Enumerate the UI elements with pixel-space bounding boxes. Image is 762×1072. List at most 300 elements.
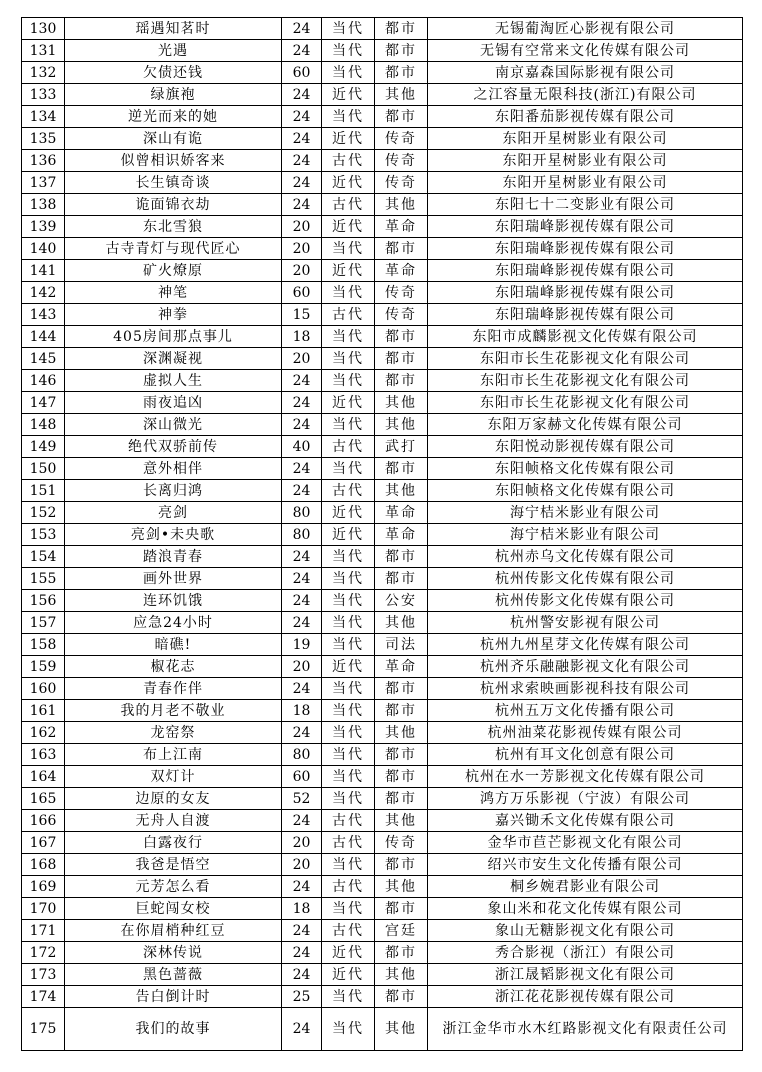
episode-count: 20 [282,260,322,282]
genre-tag: 都市 [375,986,428,1008]
genre-tag: 都市 [375,40,428,62]
genre-tag: 都市 [375,238,428,260]
drama-title: 深渊凝视 [65,348,282,370]
production-company: 东阳开星树影业有限公司 [428,150,743,172]
drama-title: 逆光而来的她 [65,106,282,128]
genre-tag: 都市 [375,898,428,920]
production-company: 杭州齐乐融融影视文化有限公司 [428,656,743,678]
production-company: 杭州传影文化传媒有限公司 [428,568,743,590]
production-company: 浙江晟韬影视文化有限公司 [428,964,743,986]
table-row [22,612,743,634]
table-row [22,458,743,480]
episode-count: 80 [282,524,322,546]
era-tag: 当代 [322,700,375,722]
row-number: 161 [22,700,65,722]
genre-tag: 传奇 [375,304,428,326]
row-number: 137 [22,172,65,194]
production-company: 杭州五万文化传播有限公司 [428,700,743,722]
genre-tag: 传奇 [375,150,428,172]
table-row [22,898,743,920]
era-tag: 古代 [322,194,375,216]
drama-title: 似曾相识娇客来 [65,150,282,172]
row-number: 165 [22,788,65,810]
drama-title: 踏浪青春 [65,546,282,568]
production-company: 东阳帧格文化传媒有限公司 [428,480,743,502]
episode-count: 20 [282,656,322,678]
table-row [22,920,743,942]
era-tag: 当代 [322,18,375,40]
drama-title: 龙窑祭 [65,722,282,744]
drama-title: 布上江南 [65,744,282,766]
production-company: 东阳瑞峰影视传媒有限公司 [428,238,743,260]
drama-title: 深山有诡 [65,128,282,150]
drama-title: 我爸是悟空 [65,854,282,876]
row-number: 152 [22,502,65,524]
episode-count: 24 [282,876,322,898]
episode-count: 24 [282,546,322,568]
row-number: 142 [22,282,65,304]
production-company: 海宁桔米影业有限公司 [428,502,743,524]
episode-count: 24 [282,942,322,964]
drama-registry-table [21,17,743,1051]
drama-title: 古寺青灯与现代匠心 [65,238,282,260]
genre-tag: 革命 [375,524,428,546]
table-row [22,150,743,172]
episode-count: 24 [282,414,322,436]
episode-count: 80 [282,744,322,766]
episode-count: 24 [282,612,322,634]
genre-tag: 都市 [375,62,428,84]
era-tag: 当代 [322,62,375,84]
drama-title: 亮剑•未央歌 [65,524,282,546]
episode-count: 25 [282,986,322,1008]
genre-tag: 都市 [375,348,428,370]
table-row [22,590,743,612]
table-row [22,942,743,964]
production-company: 浙江金华市水木红路影视文化有限责任公司 [428,1008,743,1051]
row-number: 145 [22,348,65,370]
era-tag: 当代 [322,898,375,920]
genre-tag: 传奇 [375,128,428,150]
table-row [22,788,743,810]
production-company: 金华市苣芒影视文化有限公司 [428,832,743,854]
drama-title: 巨蛇闯女校 [65,898,282,920]
production-company: 东阳市长生花影视文化有限公司 [428,392,743,414]
genre-tag: 其他 [375,194,428,216]
table-row [22,84,743,106]
era-tag: 当代 [322,568,375,590]
production-company: 东阳番茄影视传媒有限公司 [428,106,743,128]
episode-count: 18 [282,700,322,722]
drama-title: 在你眉梢种红豆 [65,920,282,942]
drama-title: 瑶遇知茗时 [65,18,282,40]
row-number: 155 [22,568,65,590]
episode-count: 20 [282,348,322,370]
drama-title: 青春作伴 [65,678,282,700]
episode-count: 24 [282,810,322,832]
row-number: 169 [22,876,65,898]
era-tag: 当代 [322,678,375,700]
era-tag: 近代 [322,964,375,986]
episode-count: 19 [282,634,322,656]
drama-title: 绿旗袍 [65,84,282,106]
row-number: 175 [22,1008,65,1051]
drama-title: 诡面锦衣劫 [65,194,282,216]
genre-tag: 司法 [375,634,428,656]
genre-tag: 都市 [375,568,428,590]
row-number: 172 [22,942,65,964]
era-tag: 近代 [322,84,375,106]
table-row [22,172,743,194]
row-number: 163 [22,744,65,766]
production-company: 杭州有耳文化创意有限公司 [428,744,743,766]
genre-tag: 都市 [375,546,428,568]
row-number: 157 [22,612,65,634]
genre-tag: 都市 [375,788,428,810]
drama-title: 无舟人自渡 [65,810,282,832]
genre-tag: 其他 [375,1008,428,1051]
table-row [22,502,743,524]
era-tag: 古代 [322,436,375,458]
table-row [22,326,743,348]
era-tag: 古代 [322,920,375,942]
drama-title: 绝代双骄前传 [65,436,282,458]
drama-title: 深山微光 [65,414,282,436]
drama-title: 应急24小时 [65,612,282,634]
row-number: 158 [22,634,65,656]
genre-tag: 其他 [375,480,428,502]
production-company: 无锡有空常来文化传媒有限公司 [428,40,743,62]
episode-count: 24 [282,370,322,392]
table-row [22,414,743,436]
episode-count: 24 [282,106,322,128]
production-company: 东阳七十二变影业有限公司 [428,194,743,216]
table-row [22,18,743,40]
row-number: 160 [22,678,65,700]
row-number: 144 [22,326,65,348]
table-row [22,744,743,766]
era-tag: 近代 [322,392,375,414]
table-row [22,128,743,150]
drama-title: 长生镇奇谈 [65,172,282,194]
production-company: 鸿方万乐影视（宁波）有限公司 [428,788,743,810]
drama-title: 画外世界 [65,568,282,590]
table-row [22,348,743,370]
table-row [22,722,743,744]
episode-count: 24 [282,18,322,40]
genre-tag: 革命 [375,656,428,678]
production-company: 东阳悦动影视传媒有限公司 [428,436,743,458]
production-company: 东阳开星树影业有限公司 [428,172,743,194]
table-row [22,546,743,568]
row-number: 147 [22,392,65,414]
drama-title: 雨夜追凶 [65,392,282,414]
episode-count: 24 [282,40,322,62]
drama-title: 矿火燎原 [65,260,282,282]
era-tag: 当代 [322,106,375,128]
row-number: 138 [22,194,65,216]
table-row [22,986,743,1008]
episode-count: 24 [282,84,322,106]
episode-count: 24 [282,920,322,942]
era-tag: 当代 [322,766,375,788]
table-row [22,568,743,590]
era-tag: 古代 [322,810,375,832]
era-tag: 当代 [322,788,375,810]
genre-tag: 公安 [375,590,428,612]
row-number: 170 [22,898,65,920]
era-tag: 当代 [322,612,375,634]
genre-tag: 其他 [375,876,428,898]
genre-tag: 传奇 [375,282,428,304]
row-number: 167 [22,832,65,854]
era-tag: 古代 [322,150,375,172]
drama-title: 神拳 [65,304,282,326]
genre-tag: 都市 [375,744,428,766]
episode-count: 24 [282,392,322,414]
row-number: 166 [22,810,65,832]
episode-count: 24 [282,480,322,502]
episode-count: 20 [282,238,322,260]
drama-title: 元芳怎么看 [65,876,282,898]
era-tag: 当代 [322,722,375,744]
drama-title: 长离归鸿 [65,480,282,502]
table-row [22,62,743,84]
era-tag: 近代 [322,172,375,194]
episode-count: 24 [282,458,322,480]
genre-tag: 都市 [375,678,428,700]
production-company: 东阳开星树影业有限公司 [428,128,743,150]
episode-count: 24 [282,194,322,216]
genre-tag: 其他 [375,392,428,414]
genre-tag: 都市 [375,700,428,722]
drama-title: 虚拟人生 [65,370,282,392]
row-number: 131 [22,40,65,62]
production-company: 杭州在水一芳影视文化传媒有限公司 [428,766,743,788]
era-tag: 当代 [322,282,375,304]
row-number: 148 [22,414,65,436]
drama-title: 黑色蔷薇 [65,964,282,986]
production-company: 嘉兴锄禾文化传媒有限公司 [428,810,743,832]
era-tag: 古代 [322,876,375,898]
drama-title: 我的月老不敬业 [65,700,282,722]
era-tag: 近代 [322,216,375,238]
table-row [22,480,743,502]
era-tag: 当代 [322,414,375,436]
table-row [22,678,743,700]
production-company: 东阳市长生花影视文化有限公司 [428,370,743,392]
genre-tag: 其他 [375,810,428,832]
genre-tag: 传奇 [375,832,428,854]
episode-count: 24 [282,150,322,172]
row-number: 140 [22,238,65,260]
row-number: 159 [22,656,65,678]
era-tag: 当代 [322,634,375,656]
production-company: 杭州求索映画影视科技有限公司 [428,678,743,700]
episode-count: 52 [282,788,322,810]
production-company: 东阳市成麟影视文化传媒有限公司 [428,326,743,348]
genre-tag: 武打 [375,436,428,458]
episode-count: 60 [282,282,322,304]
row-number: 174 [22,986,65,1008]
row-number: 164 [22,766,65,788]
table-row [22,304,743,326]
row-number: 132 [22,62,65,84]
production-company: 东阳市长生花影视文化有限公司 [428,348,743,370]
production-company: 杭州九州星芽文化传媒有限公司 [428,634,743,656]
drama-title: 告白倒计时 [65,986,282,1008]
drama-title: 双灯计 [65,766,282,788]
episode-count: 24 [282,568,322,590]
row-number: 151 [22,480,65,502]
table-row [22,282,743,304]
production-company: 东阳万家赫文化传媒有限公司 [428,414,743,436]
episode-count: 40 [282,436,322,458]
drama-title: 欠债还钱 [65,62,282,84]
row-number: 134 [22,106,65,128]
era-tag: 当代 [322,238,375,260]
table-row [22,876,743,898]
row-number: 133 [22,84,65,106]
episode-count: 18 [282,326,322,348]
drama-title: 深林传说 [65,942,282,964]
production-company: 南京嘉森国际影视有限公司 [428,62,743,84]
table-row [22,392,743,414]
table-row [22,260,743,282]
genre-tag: 传奇 [375,172,428,194]
genre-tag: 都市 [375,458,428,480]
production-company: 杭州油菜花影视传媒有限公司 [428,722,743,744]
era-tag: 当代 [322,40,375,62]
row-number: 136 [22,150,65,172]
era-tag: 当代 [322,326,375,348]
table-row [22,106,743,128]
genre-tag: 其他 [375,414,428,436]
production-company: 东阳瑞峰影视传媒有限公司 [428,216,743,238]
production-company: 桐乡婉君影业有限公司 [428,876,743,898]
row-number: 135 [22,128,65,150]
production-company: 杭州赤乌文化传媒有限公司 [428,546,743,568]
table-row [22,854,743,876]
genre-tag: 都市 [375,370,428,392]
genre-tag: 革命 [375,260,428,282]
row-number: 143 [22,304,65,326]
table-body [22,18,743,1051]
drama-title: 椒花志 [65,656,282,678]
era-tag: 当代 [322,986,375,1008]
row-number: 168 [22,854,65,876]
era-tag: 当代 [322,546,375,568]
episode-count: 24 [282,964,322,986]
production-company: 东阳瑞峰影视传媒有限公司 [428,260,743,282]
genre-tag: 都市 [375,942,428,964]
production-company: 象山米和花文化传媒有限公司 [428,898,743,920]
drama-title: 暗礁! [65,634,282,656]
table-row [22,370,743,392]
episode-count: 20 [282,216,322,238]
drama-title: 405房间那点事儿 [65,326,282,348]
production-company: 东阳瑞峰影视传媒有限公司 [428,304,743,326]
row-number: 173 [22,964,65,986]
era-tag: 当代 [322,1008,375,1051]
genre-tag: 都市 [375,106,428,128]
row-number: 162 [22,722,65,744]
episode-count: 24 [282,722,322,744]
genre-tag: 其他 [375,84,428,106]
row-number: 141 [22,260,65,282]
episode-count: 60 [282,766,322,788]
era-tag: 当代 [322,590,375,612]
row-number: 153 [22,524,65,546]
episode-count: 24 [282,1008,322,1051]
row-number: 146 [22,370,65,392]
drama-title: 边原的女友 [65,788,282,810]
genre-tag: 都市 [375,18,428,40]
table-row [22,810,743,832]
genre-tag: 其他 [375,964,428,986]
production-company: 杭州警安影视有限公司 [428,612,743,634]
episode-count: 24 [282,678,322,700]
genre-tag: 革命 [375,216,428,238]
table-row [22,238,743,260]
era-tag: 古代 [322,832,375,854]
table-row [22,634,743,656]
episode-count: 24 [282,172,322,194]
production-company: 杭州传影文化传媒有限公司 [428,590,743,612]
era-tag: 当代 [322,854,375,876]
era-tag: 当代 [322,744,375,766]
drama-title: 我们的故事 [65,1008,282,1051]
row-number: 156 [22,590,65,612]
era-tag: 近代 [322,128,375,150]
table-row [22,40,743,62]
table-row [22,832,743,854]
drama-title: 连环饥饿 [65,590,282,612]
table-row [22,216,743,238]
episode-count: 15 [282,304,322,326]
table-row [22,700,743,722]
drama-title: 光遇 [65,40,282,62]
drama-title: 意外相伴 [65,458,282,480]
production-company: 无锡葡淘匠心影视有限公司 [428,18,743,40]
row-number: 149 [22,436,65,458]
drama-title: 白露夜行 [65,832,282,854]
production-company: 绍兴市安生文化传播有限公司 [428,854,743,876]
production-company: 海宁桔米影业有限公司 [428,524,743,546]
row-number: 139 [22,216,65,238]
table-row [22,766,743,788]
table-row [22,194,743,216]
genre-tag: 革命 [375,502,428,524]
episode-count: 24 [282,128,322,150]
era-tag: 近代 [322,524,375,546]
table-row [22,964,743,986]
production-company: 之江容量无限科技(浙江)有限公司 [428,84,743,106]
episode-count: 20 [282,854,322,876]
genre-tag: 其他 [375,612,428,634]
era-tag: 近代 [322,656,375,678]
era-tag: 近代 [322,260,375,282]
episode-count: 18 [282,898,322,920]
row-number: 150 [22,458,65,480]
genre-tag: 都市 [375,854,428,876]
row-number: 130 [22,18,65,40]
table-row [22,1008,743,1051]
era-tag: 当代 [322,458,375,480]
drama-title: 亮剑 [65,502,282,524]
genre-tag: 宫廷 [375,920,428,942]
production-company: 东阳瑞峰影视传媒有限公司 [428,282,743,304]
